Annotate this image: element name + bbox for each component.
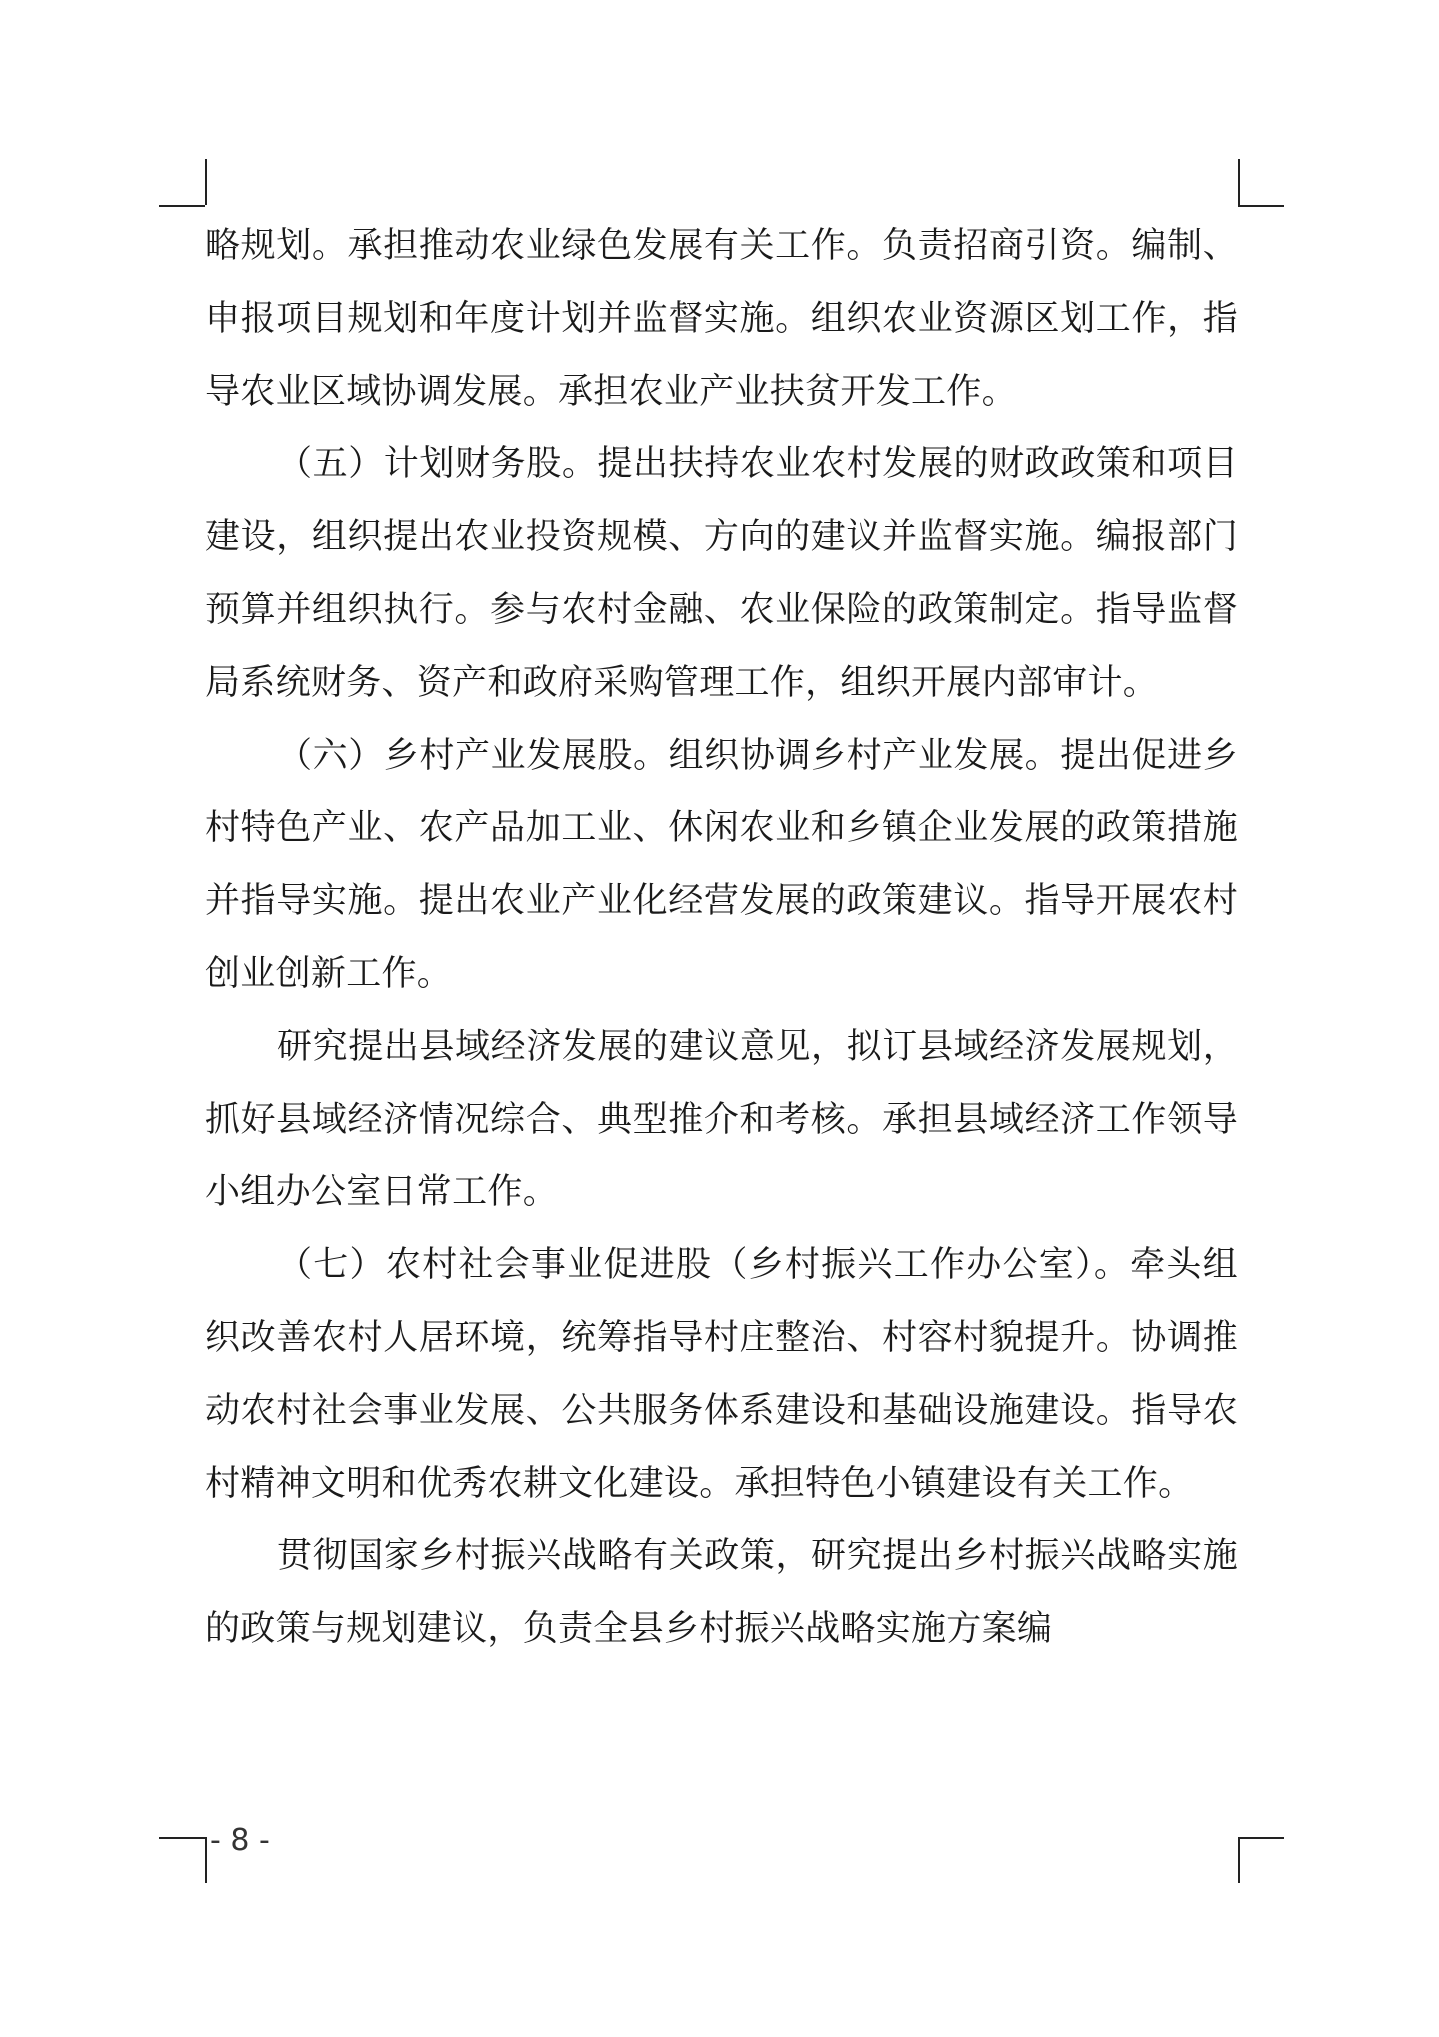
- paragraph-planning-finance: （五）计划财务股。提出扶持农业农村发展的财政政策和项目建设，组织提出农业投资规模、方向的建议并监督实施。编报部门预算并组织执行。参与农村金融、农业保险的政策制定。指导监督局系统财务、资产和政府采购管理工作，组织开展内部审计。: [205, 444, 1238, 703]
- crop-mark-top-right: [1238, 205, 1239, 206]
- paragraph-rural-revitalization: 贯彻国家乡村振兴战略有关政策，研究提出乡村振兴战略实施的政策与规划建议，负责全县乡村振兴战略实施方案编: [205, 1536, 1238, 1650]
- paragraph-continued: 略规划。承担推动农业绿色发展有关工作。负责招商引资。编制、申报项目规划和年度计划并监督实施。组织农业资源区划工作，指导农业区域协调发展。承担农业产业扶贫开发工作。: [205, 226, 1238, 412]
- paragraph-rural-social-affairs: （七）农村社会事业促进股（乡村振兴工作办公室）。牵头组织改善农村人居环境，统筹指导村庄整治、村容村貌提升。协调推动农村社会事业发展、公共服务体系建设和基础设施建设。指导农村精神文明和优秀农耕文化建设。承担特色小镇建设有关工作。: [205, 1245, 1238, 1504]
- page-number: - 8 -: [210, 1823, 270, 1858]
- crop-mark-bottom-right: [1238, 1837, 1239, 1838]
- document-body: [205, 210, 1238, 1666]
- crop-mark-bottom-left: [205, 1837, 206, 1838]
- crop-mark-top-left: [205, 205, 206, 206]
- paragraph-rural-industry: （六）乡村产业发展股。组织协调乡村产业发展。提出促进乡村特色产业、农产品加工业、休闲农业和乡镇企业发展的政策措施并指导实施。提出农业产业化经营发展的政策建议。指导开展农村创业创新工作。: [205, 735, 1238, 994]
- paragraph-county-economy: 研究提出县域经济发展的建议意见，拟订县域经济发展规划，抓好县域经济情况综合、典型推介和考核。承担县域经济工作领导小组办公室日常工作。: [205, 1026, 1238, 1213]
